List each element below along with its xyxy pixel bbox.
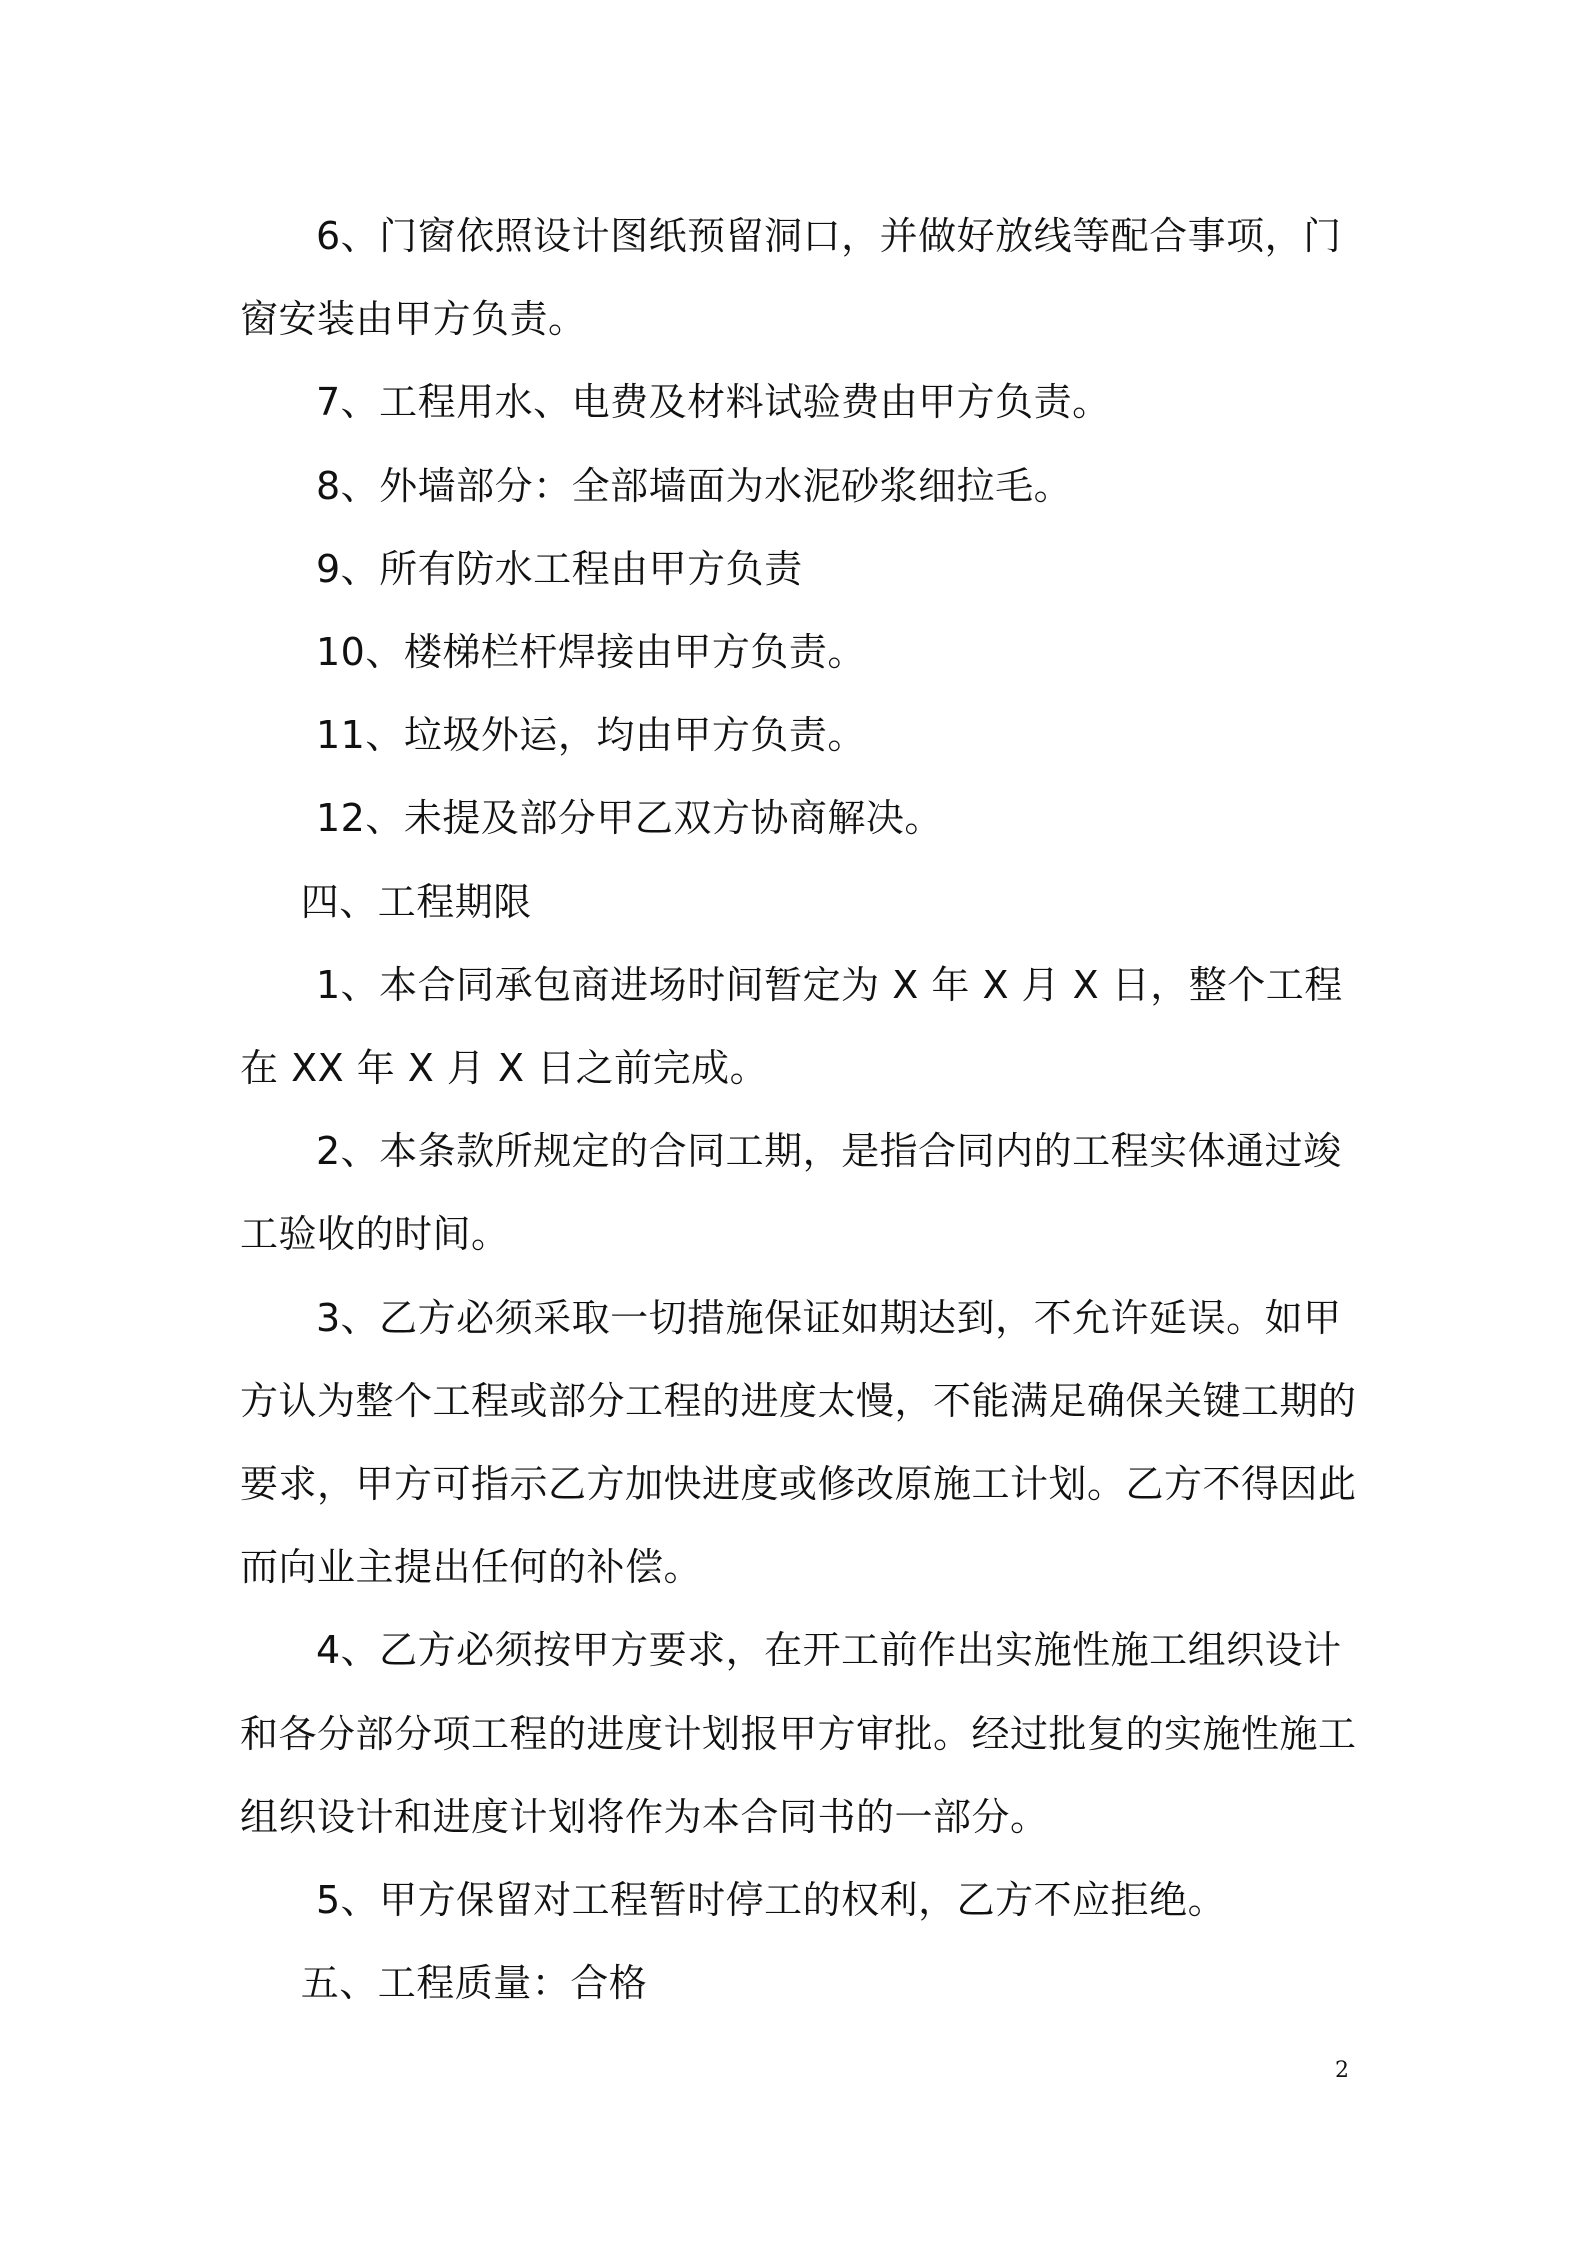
paragraph-period-2: 2、本条款所规定的合同工期，是指合同内的工程实体通过竣工验收的时间。 xyxy=(240,1129,1342,1257)
paragraph-item-10: 10、楼梯栏杆焊接由甲方负责。 xyxy=(316,630,866,675)
section-heading-project-quality: 五、工程质量：合格 xyxy=(300,1961,648,2006)
page-number: 2 xyxy=(1335,2058,1349,2083)
paragraph-item-7: 7、工程用水、电费及材料试验费由甲方负责。 xyxy=(316,380,1111,425)
paragraph-item-9: 9、所有防水工程由甲方负责 xyxy=(316,546,803,591)
paragraph-period-4: 4、乙方必须按甲方要求，在开工前作出实施性施工组织设计和各分部分项工程的进度计划报甲方审批。经过批复的实施性施工组织设计和进度计划将作为本合同书的一部分。 xyxy=(240,1628,1357,1839)
paragraph-item-12: 12、未提及部分甲乙双方协商解决。 xyxy=(316,796,943,841)
paragraph-item-6: 6、门窗依照设计图纸预留洞口，并做好放线等配合事项，门窗安装由甲方负责。 xyxy=(240,214,1342,342)
document-body xyxy=(240,195,1370,2025)
paragraph-period-5: 5、甲方保留对工程暂时停工的权利，乙方不应拒绝。 xyxy=(316,1878,1227,1923)
paragraph-item-11: 11、垃圾外运，均由甲方负责。 xyxy=(316,713,866,758)
paragraph-item-8: 8、外墙部分：全部墙面为水泥砂浆细拉毛。 xyxy=(316,463,1073,508)
paragraph-period-3: 3、乙方必须采取一切措施保证如期达到，不允许延误。如甲方认为整个工程或部分工程的进度太慢，不能满足确保关键工期的要求，甲方可指示乙方加快进度或修改原施工计划。乙方不得因此而向业主提出任何的补偿。 xyxy=(240,1295,1357,1590)
section-heading-project-period: 四、工程期限 xyxy=(300,879,532,924)
paragraph-period-1: 1、本合同承包商进场时间暂定为 X 年 X 月 X 日，整个工程在 XX 年 X 月 X 日之前完成。 xyxy=(240,962,1343,1091)
